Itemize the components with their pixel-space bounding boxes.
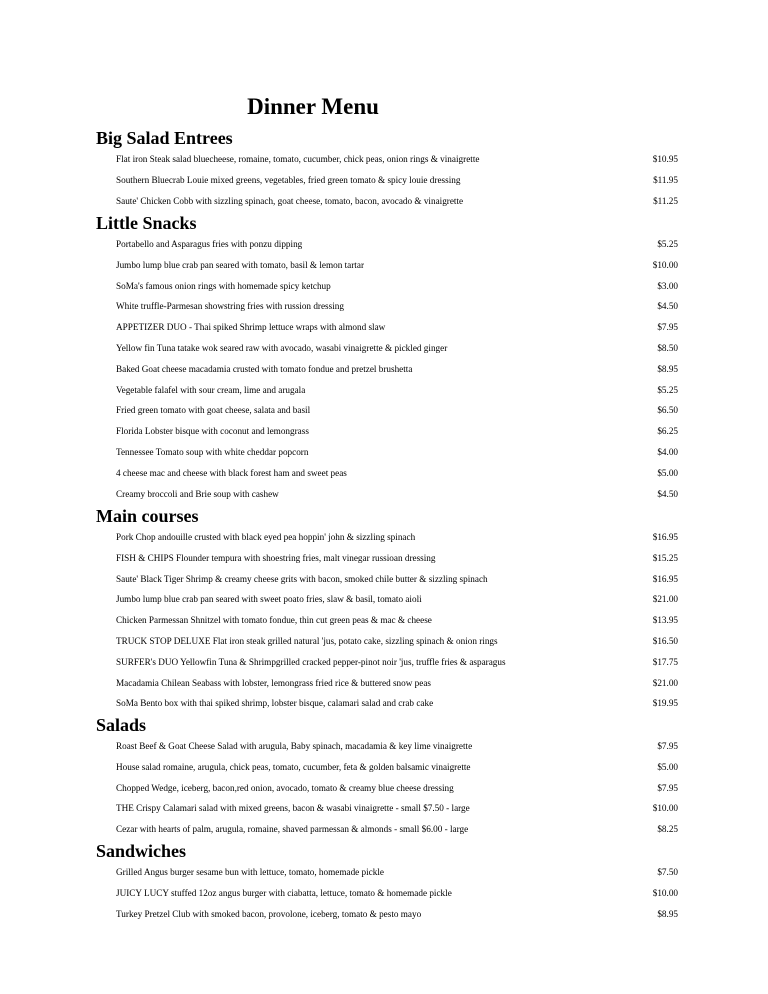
item-price: $10.95 bbox=[652, 154, 678, 164]
item-price: $10.00 bbox=[652, 803, 678, 814]
page-title: Dinner Menu bbox=[247, 94, 379, 119]
menu-item bbox=[96, 631, 686, 652]
menu-item bbox=[96, 693, 686, 714]
menu-item bbox=[96, 234, 686, 255]
item-name: FISH & CHIPS Flounder tempura with shoestring fries, malt vinegar russioan dressing bbox=[116, 552, 436, 563]
item-price: $10.00 bbox=[652, 887, 678, 898]
item-name: SURFER's DUO Yellowfin Tuna & Shrimpgrilled cracked pepper-pinot noir 'jus, truffle fries & asparagus bbox=[116, 656, 506, 667]
menu-item bbox=[96, 798, 686, 819]
menu-item bbox=[96, 442, 686, 463]
menu-item bbox=[96, 421, 686, 442]
item-name: Creamy broccoli and Brie soup with cashew bbox=[116, 488, 279, 499]
item-price: $16.95 bbox=[652, 573, 678, 584]
item-name: Vegetable falafel with sour cream, lime and arugala bbox=[116, 384, 306, 395]
menu-item bbox=[96, 757, 686, 778]
item-name: Grilled Angus burger sesame bun with lettuce, tomato, homemade pickle bbox=[116, 867, 384, 877]
section-big-salad-entrees bbox=[96, 127, 686, 211]
item-price: $8.50 bbox=[657, 342, 678, 353]
item-price: $10.00 bbox=[652, 259, 678, 270]
item-price: $16.50 bbox=[652, 635, 678, 646]
section-little-snacks bbox=[96, 212, 686, 504]
menu-item bbox=[96, 149, 686, 170]
item-name: Turkey Pretzel Club with smoked bacon, provolone, iceberg, tomato & pesto mayo bbox=[116, 908, 422, 919]
item-price: $7.95 bbox=[657, 322, 678, 333]
item-name: JUICY LUCY stuffed 12oz angus burger with ciabatta, lettuce, tomato & homemade pickle bbox=[116, 887, 452, 898]
item-list bbox=[96, 234, 686, 504]
item-price: $4.50 bbox=[657, 301, 678, 312]
item-name: Southern Bluecrab Louie mixed greens, vegetables, fried green tomato & spicy louie dressing bbox=[116, 174, 461, 185]
item-name: 4 cheese mac and cheese with black forest ham and sweet peas bbox=[116, 467, 347, 478]
item-price: $13.95 bbox=[652, 615, 678, 626]
item-price: $21.00 bbox=[652, 677, 678, 688]
item-name: Jumbo lump blue crab pan seared with sweet poato fries, slaw & basil, tomato aioli bbox=[116, 594, 422, 605]
section-title: Main courses bbox=[96, 506, 199, 526]
menu-item bbox=[96, 359, 686, 380]
item-price: $8.95 bbox=[657, 363, 678, 374]
item-list bbox=[96, 527, 686, 714]
item-name: Roast Beef & Goat Cheese Salad with arugula, Baby spinach, macadamia & key lime vinaigrette bbox=[116, 741, 473, 751]
menu-item bbox=[96, 484, 686, 505]
menu-item bbox=[96, 191, 686, 212]
item-price: $7.50 bbox=[657, 867, 678, 877]
item-price: $21.00 bbox=[652, 594, 678, 605]
menu-item bbox=[96, 255, 686, 276]
item-price: $6.25 bbox=[657, 426, 678, 437]
menu-item bbox=[96, 652, 686, 673]
menu-item bbox=[96, 400, 686, 421]
item-price: $4.00 bbox=[657, 446, 678, 457]
item-name: Tennessee Tomato soup with white cheddar popcorn bbox=[116, 446, 309, 457]
item-name: Saute' Black Tiger Shrimp & creamy cheese grits with bacon, smoked chile butter & sizzling spinach bbox=[116, 573, 488, 584]
item-name: Chicken Parmessan Shnitzel with tomato fondue, thin cut green peas & mac & cheese bbox=[116, 615, 432, 626]
menu-item bbox=[96, 548, 686, 569]
item-name: Fried green tomato with goat cheese, salata and basil bbox=[116, 405, 311, 416]
item-price: $3.00 bbox=[657, 280, 678, 291]
menu-item bbox=[96, 463, 686, 484]
section-title: Little Snacks bbox=[96, 213, 197, 233]
item-name: Cezar with hearts of palm, arugula, romaine, shaved parmessan & almonds - small $6.00 - large bbox=[116, 824, 469, 835]
item-name: White truffle-Parmesan showstring fries with russion dressing bbox=[116, 301, 344, 312]
menu-item bbox=[96, 296, 686, 317]
item-name: Florida Lobster bisque with coconut and lemongrass bbox=[116, 426, 309, 437]
item-list bbox=[96, 736, 686, 840]
item-name: SoMa's famous onion rings with homemade spicy ketchup bbox=[116, 280, 331, 291]
item-name: Pork Chop andouille crusted with black eyed pea hoppin' john & sizzling spinach bbox=[116, 532, 416, 542]
item-price: $11.25 bbox=[653, 195, 678, 206]
item-name: APPETIZER DUO - Thai spiked Shrimp lettuce wraps with almond slaw bbox=[116, 322, 386, 333]
item-name: Jumbo lump blue crab pan seared with tomato, basil & lemon tartar bbox=[116, 259, 364, 270]
item-price: $4.50 bbox=[657, 488, 678, 499]
section-salads bbox=[96, 714, 686, 840]
menu-item bbox=[96, 673, 686, 694]
menu-item bbox=[96, 170, 686, 191]
item-name: Macadamia Chilean Seabass with lobster, lemongrass fried rice & buttered snow peas bbox=[116, 677, 431, 688]
item-name: Saute' Chicken Cobb with sizzling spinach, goat cheese, tomato, bacon, avocado & vinaigrette bbox=[116, 195, 464, 206]
item-name: SoMa Bento box with thai spiked shrimp, lobster bisque, calamari salad and crab cake bbox=[116, 698, 434, 709]
menu-item bbox=[96, 317, 686, 338]
section-sandwiches bbox=[96, 840, 686, 924]
menu-item bbox=[96, 778, 686, 799]
section-title: Sandwiches bbox=[96, 841, 187, 861]
menu-item bbox=[96, 569, 686, 590]
item-price: $5.00 bbox=[657, 761, 678, 772]
menu-item bbox=[96, 338, 686, 359]
menu-item bbox=[96, 862, 686, 883]
item-name: Flat iron Steak salad bluecheese, romaine, tomato, cucumber, chick peas, onion rings & vinaigrette bbox=[116, 154, 480, 164]
menu-item bbox=[96, 276, 686, 297]
section-title: Salads bbox=[96, 715, 147, 735]
item-price: $16.95 bbox=[652, 532, 678, 542]
item-price: $15.25 bbox=[652, 552, 678, 563]
item-price: $7.95 bbox=[657, 741, 678, 751]
item-price: $5.25 bbox=[657, 239, 678, 249]
menu-item bbox=[96, 736, 686, 757]
item-name: Chopped Wedge, iceberg, bacon,red onion, avocado, tomato & creamy blue cheese dressing bbox=[116, 782, 454, 793]
item-price: $6.50 bbox=[657, 405, 678, 416]
menu-item bbox=[96, 883, 686, 904]
item-name: THE Crispy Calamari salad with mixed greens, bacon & wasabi vinaigrette - small $7.50 - large bbox=[116, 803, 470, 814]
item-name: Portabello and Asparagus fries with ponzu dipping bbox=[116, 239, 303, 249]
item-list bbox=[96, 149, 686, 211]
item-name: House salad romaine, arugula, chick peas, tomato, cucumber, feta & golden balsamic vinaigrette bbox=[116, 761, 471, 772]
item-name: Yellow fin Tuna tatake wok seared raw with avocado, wasabi vinaigrette & pickled ginger bbox=[116, 342, 448, 353]
menu-item bbox=[96, 380, 686, 401]
item-price: $8.95 bbox=[657, 908, 678, 919]
item-list bbox=[96, 862, 686, 924]
item-price: $7.95 bbox=[657, 782, 678, 793]
item-name: Baked Goat cheese macadamia crusted with tomato fondue and pretzel brushetta bbox=[116, 363, 413, 374]
menu-item bbox=[96, 527, 686, 548]
menu-item bbox=[96, 819, 686, 840]
item-price: $8.25 bbox=[657, 824, 678, 835]
menu-item bbox=[96, 589, 686, 610]
section-title: Big Salad Entrees bbox=[96, 128, 233, 148]
menu-item bbox=[96, 610, 686, 631]
item-name: TRUCK STOP DELUXE Flat iron steak grilled natural 'jus, potato cake, sizzling spinach & onion rings bbox=[116, 635, 498, 646]
menu-item bbox=[96, 904, 686, 925]
item-price: $11.95 bbox=[653, 174, 678, 185]
item-price: $5.00 bbox=[657, 467, 678, 478]
item-price: $17.75 bbox=[652, 656, 678, 667]
item-price: $5.25 bbox=[657, 384, 678, 395]
section-main-courses bbox=[96, 505, 686, 714]
item-price: $19.95 bbox=[652, 698, 678, 709]
